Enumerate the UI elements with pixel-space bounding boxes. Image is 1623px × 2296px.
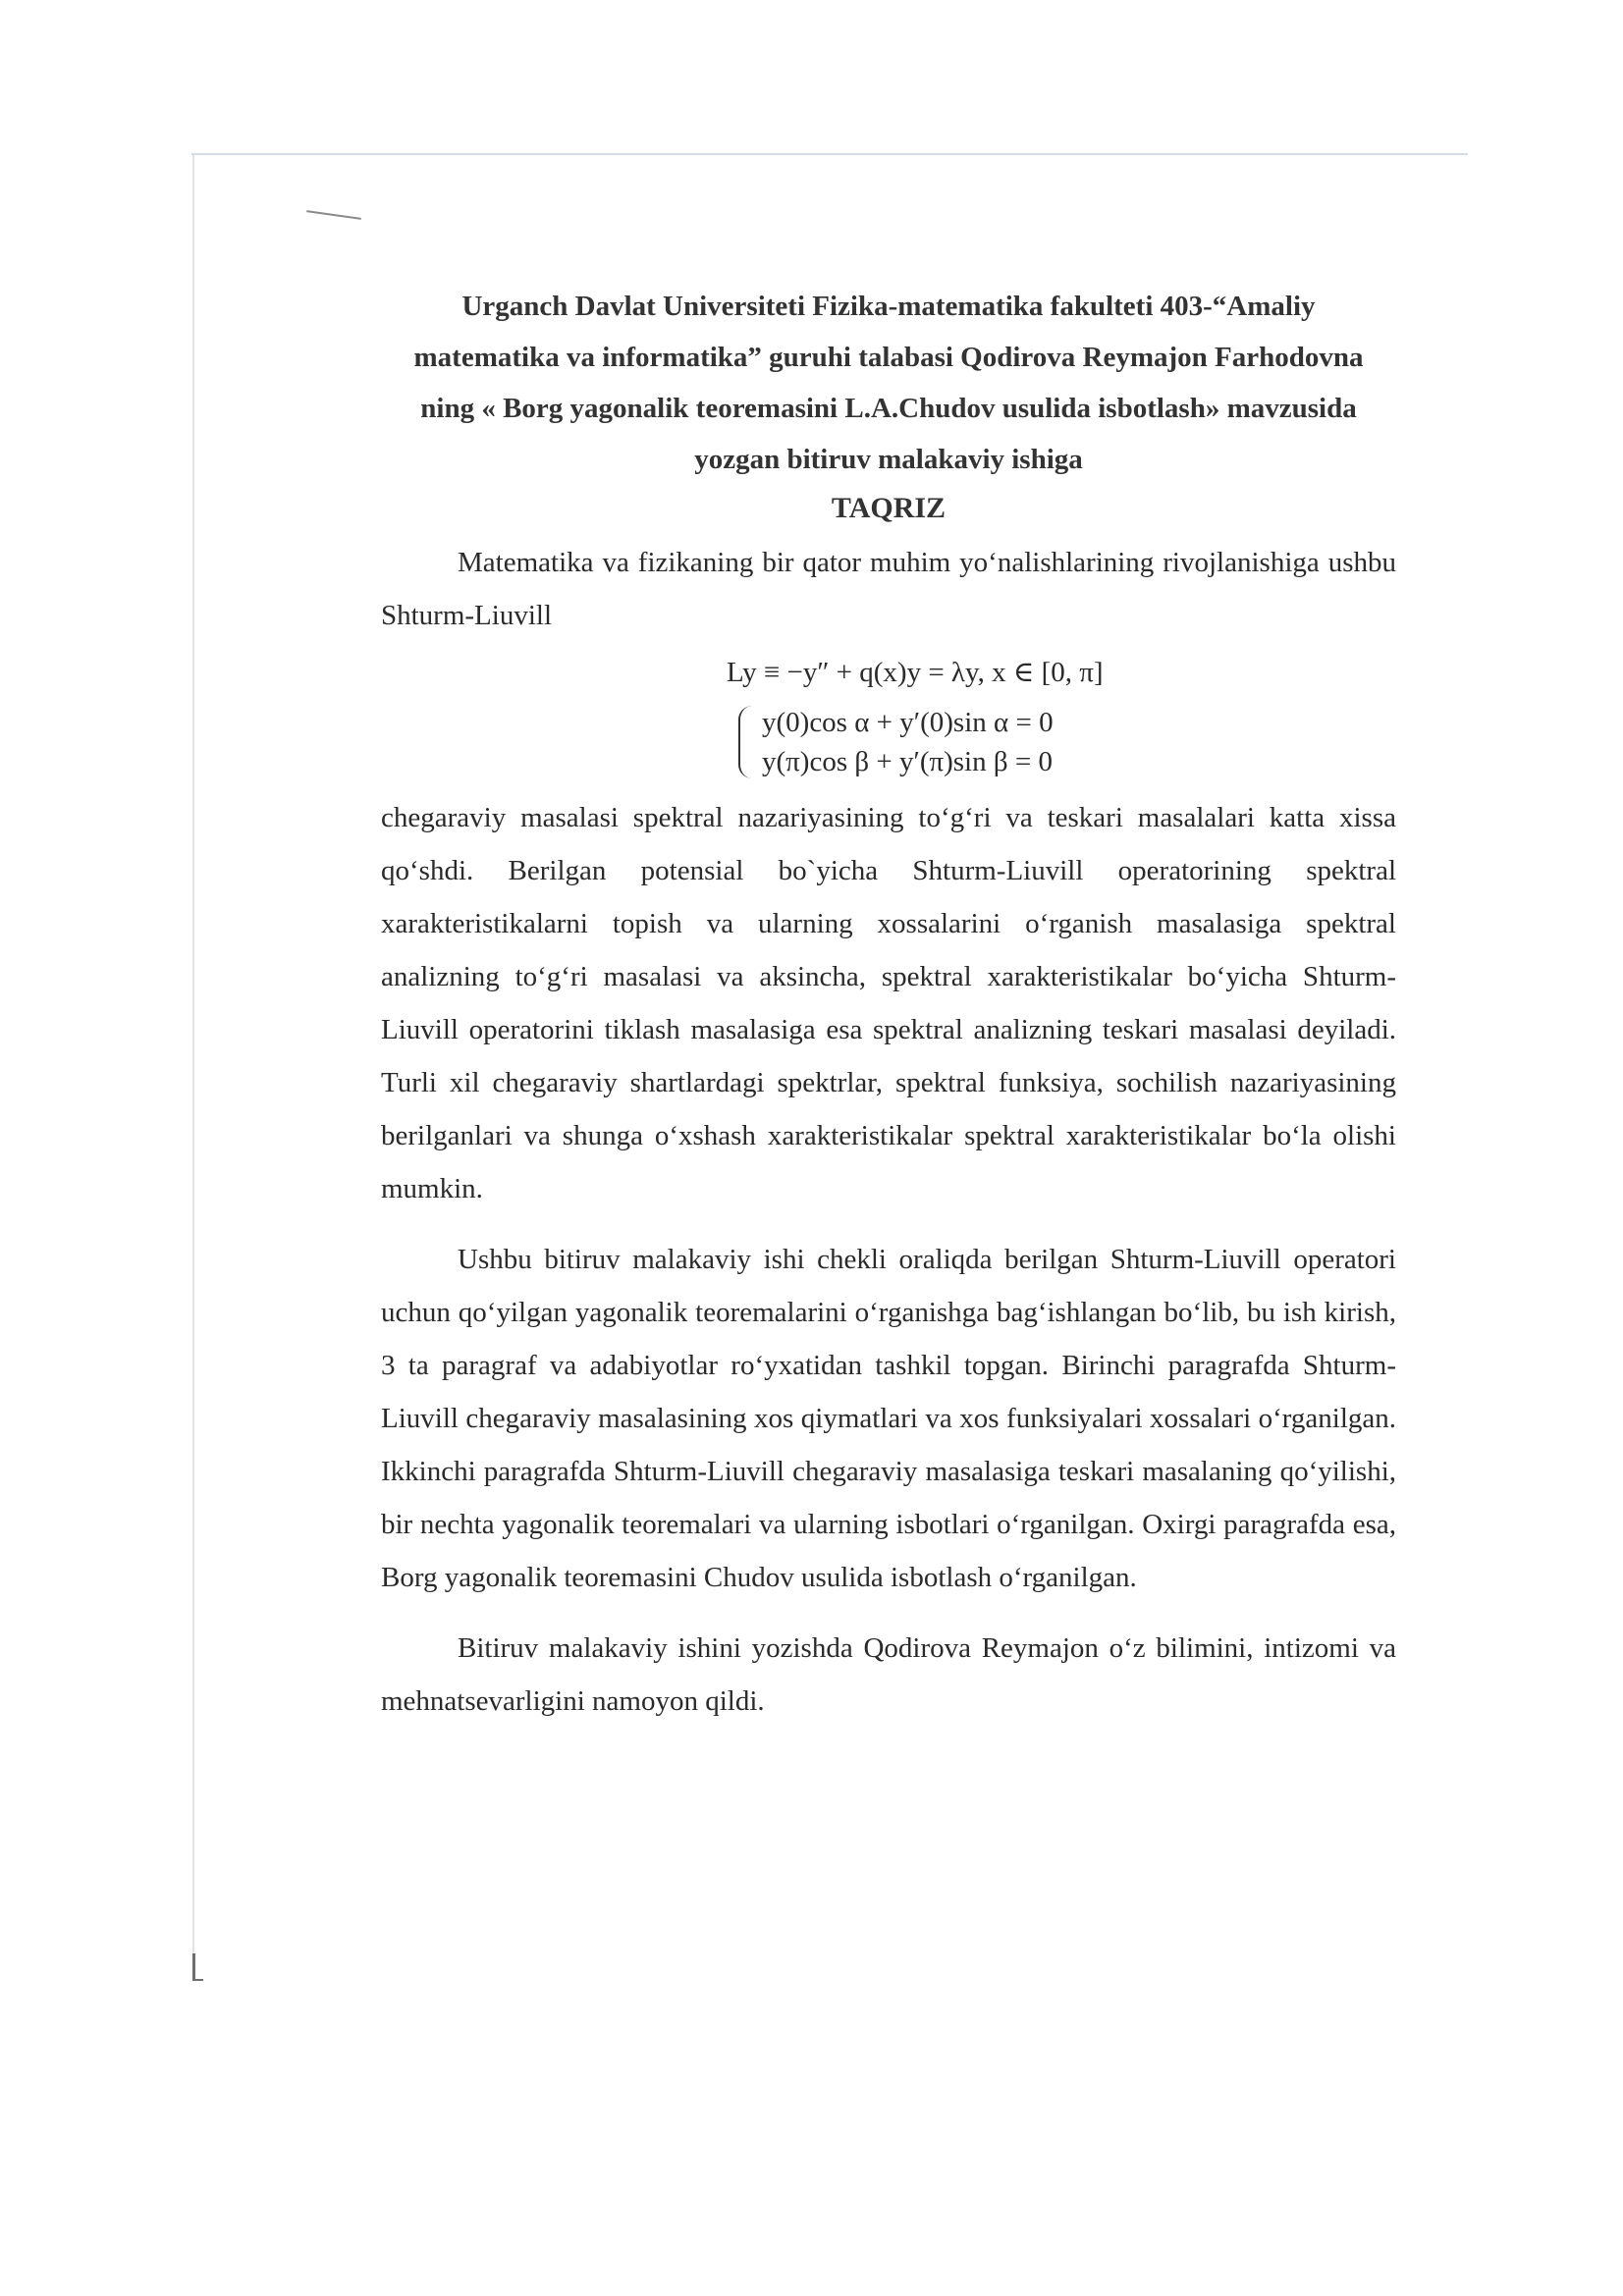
boundary-condition-2: y(π)cos β + y′(π)sin β = 0 [762,746,1053,777]
heading-line-4: yozgan bitiruv malakaviy ishiga [694,444,1083,475]
boundary-condition-1: y(0)cos α + y′(0)sin α = 0 [762,707,1054,738]
document-title: TAQRIZ [831,492,947,524]
pen-mark [306,210,361,220]
formula-equation: Ly ≡ −y″ + q(x)y = λy, x ∈ [0, π] [727,657,1104,688]
paragraph-3: Bitiruv malakaviy ishini yozishda Qodirova Reymajon o‘z bilimini, intizomi va mehnatsevarligini namoyon qildi. [381,1632,1396,1717]
boundary-conditions [738,703,1396,781]
intro-paragraph: Matematika va fizikaning bir qator muhim yo‘nalishlarining rivojlanishiga ushbu Shturm-Liuvill [381,547,1396,631]
scan-edge-top [191,153,1468,155]
paragraph-1: chegaraviy masalasi spektral nazariyasining to‘g‘ri va teskari masalalari katta xissa qo‘shdi. Berilgan potensial bo`yicha Shturm-Liuvill operatorining spektral xarakteristikalarni topish va ularning xossalarini o‘rganish masalasiga spektral analizning to‘g‘ri masalasi va aksincha, spektral xarakteristikalar bo‘yicha Shturm-Liuvill operatorini tiklash masalasiga esa spektral analizning teskari masalasi deyiladi. Turli xil chegaraviy shartlardagi spektrlar, spektral funksiya, sochilish nazariyasining berilganlari va shunga o‘xshash xarakteristikalar spektral xarakteristikalar bo‘la olishi mumkin. [381,802,1396,1204]
scan-corner-mark [192,1953,195,1981]
heading [381,281,1396,485]
left-brace [738,706,756,778]
scan-edge-left [192,155,194,1961]
heading-line-1: Urganch Davlat Universiteti Fizika-matematika fakulteti 403-“Amaliy [461,291,1316,322]
document-page [381,281,1396,1728]
formula-block [727,650,1396,781]
paragraph-2: Ushbu bitiruv malakaviy ishi chekli oraliqda berilgan Shturm-Liuvill operatori uchun qo‘yilgan yagonalik teoremalarini o‘rganishga bag‘ishlangan bo‘lib, bu ish kirish, 3 ta paragraf va adabiyotlar ro‘yxatidan tashkil topgan. Birinchi paragrafda Shturm-Liuvill chegaraviy masalasining xos qiymatlari va xos funksiyalari xossalari o‘rganilgan. Ikkinchi paragrafda Shturm-Liuvill chegaraviy masalasiga teskari masalaning qo‘yilishi, bir nechta yagonalik teoremalari va ularning isbotlari o‘rganilgan. Oxirgi paragrafda esa, Borg yagonalik teoremasini Chudov usulida isbotlash o‘rganilgan. [381,1244,1396,1593]
heading-line-2: matematika va informatika” guruhi talabasi Qodirova Reymajon Farhodovna [413,342,1364,373]
heading-line-3: ning « Borg yagonalik teoremasini L.A.Chudov usulida isbotlash» mavzusida [420,393,1357,424]
